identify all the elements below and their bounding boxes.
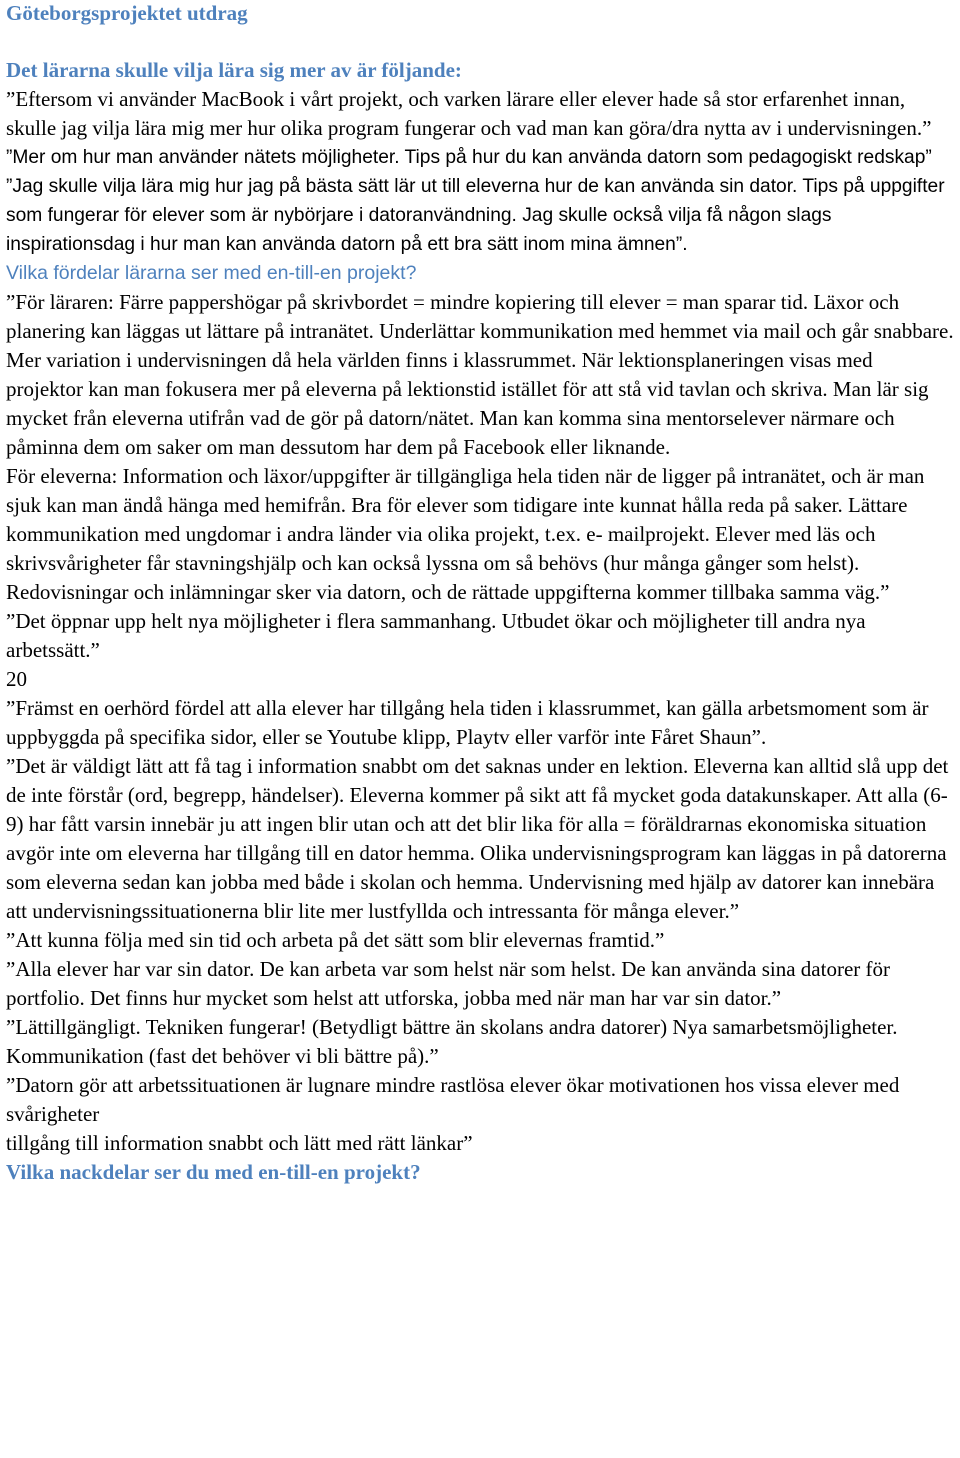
quote-paragraph: ”Alla elever har var sin dator. De kan arbeta var som helst när som helst. De kan använda sina datorer för portfolio. Det finns hur mycket som helst att utforska, jobba med när man har var sin dator.”	[6, 957, 890, 1010]
document-page	[6, 0, 954, 1187]
quote-paragraph: ”Att kunna följa med sin tid och arbeta på det sätt som blir elevernas framtid.”	[6, 928, 665, 952]
quote-paragraph: ”Lättillgängligt. Tekniken fungerar! (Betydligt bättre än skolans andra datorer) Nya samarbetsmöjligheter. Kommunikation (fast det behöver vi bli bättre på).”	[6, 1015, 898, 1068]
section-heading-learning: Det lärarna skulle vilja lära sig mer av är följande:	[6, 58, 462, 82]
quote-paragraph: ”Det öppnar upp helt nya möjligheter i flera sammanhang. Utbudet ökar och möjligheter till andra nya arbetssätt.”	[6, 609, 866, 662]
quote-paragraph: ”Mer om hur man använder nätets möjligheter. Tips på hur du kan använda datorn som pedagogiskt redskap”	[6, 147, 932, 168]
quote-paragraph: tillgång till information snabbt och lätt med rätt länkar”	[6, 1131, 473, 1155]
quote-paragraph: ”Främst en oerhörd fördel att alla elever har tillgång hela tiden i klassrummet, kan gälla arbetsmoment som är uppbyggda på specifika sidor, eller se Youtube klipp, Playtv eller varför inte Fåret Shaun”.	[6, 696, 929, 749]
quote-paragraph: För eleverna: Information och läxor/uppgifter är tillgängliga hela tiden när de ligger på intranätet, och är man sjuk kan man ändå hänga med hemifrån. Bra för elever som tidigare inte kunnat hålla reda på saker. Lättare kommunikation med ungdomar i andra länder via olika projekt, t.ex. e- mailprojekt. Elever med läs och skrivsvårigheter får stavningshjälp och kan också lyssna om så behövs (hur många gånger som helst). Redovisningar och inlämningar sker via datorn, och de rättade uppgifterna kommer tillbaka samma väg.”	[6, 464, 925, 604]
page-number: 20	[6, 667, 27, 691]
quote-paragraph: ”Eftersom vi använder MacBook i vårt projekt, och varken lärare eller elever hade så stor erfarenhet innan, skulle jag vilja lära mig mer hur olika program fungerar och vad man kan göra/dra nytta av i undervisningen.”	[6, 87, 932, 140]
quote-paragraph: ”För läraren: Färre pappershögar på skrivbordet = mindre kopiering till elever = man sparar tid. Läxor och planering kan läggas ut lättare på intranätet. Underlättar kommunikation med hemmet via mail och går snabbare. Mer variation i undervisningen då hela världen finns i klassrummet. När lektionsplaneringen visas med projektor kan man fokusera mer på eleverna på lektionstid istället för att stå vid tavlan och skriva. Man lär sig mycket från eleverna utifrån vad de gör på datorn/nätet. Man kan komma sina mentorselever närmare och påminna dem om saker om man dessutom har dem på Facebook eller liknande.	[6, 290, 954, 459]
section-heading-advantages: Vilka fördelar lärarna ser med en-till-en projekt?	[6, 262, 417, 284]
section-heading-disadvantages: Vilka nackdelar ser du med en-till-en projekt?	[6, 1160, 421, 1184]
quote-paragraph: ”Det är väldigt lätt att få tag i information snabbt om det saknas under en lektion. Eleverna kan alltid slå upp det de inte förstår (ord, begrepp, händelser). Eleverna kommer på sikt att få mycket goda datakunskaper. Att alla (6-9) har fått varsin innebär ju att ingen blir utan och att det blir lika för alla = föräldrarnas ekonomiska situation avgör inte om eleverna har tillgång till en dator hemma. Olika undervisningsprogram kan läggas in på datorerna som eleverna sedan kan jobba med både i skolan och hemma. Undervisning med hjälp av datorer kan innebära att undervisningssituationerna blir lite mer lustfyllda och intressanta för många elever.”	[6, 754, 949, 923]
quote-paragraph: ”Datorn gör att arbetssituationen är lugnare mindre rastlösa elever ökar motivationen hos vissa elever med svårigheter	[6, 1073, 900, 1126]
document-title: Göteborgsprojektet utdrag	[6, 1, 248, 25]
quote-paragraph: ”Jag skulle vilja lära mig hur jag på bästa sätt lär ut till eleverna hur de kan använda sin dator. Tips på uppgifter som fungerar för elever som är nybörjare i datoranvändning. Jag skulle också vilja få någon slags inspirationsdag i hur man kan använda datorn på ett bra sätt inom mina ämnen”.	[6, 176, 945, 255]
